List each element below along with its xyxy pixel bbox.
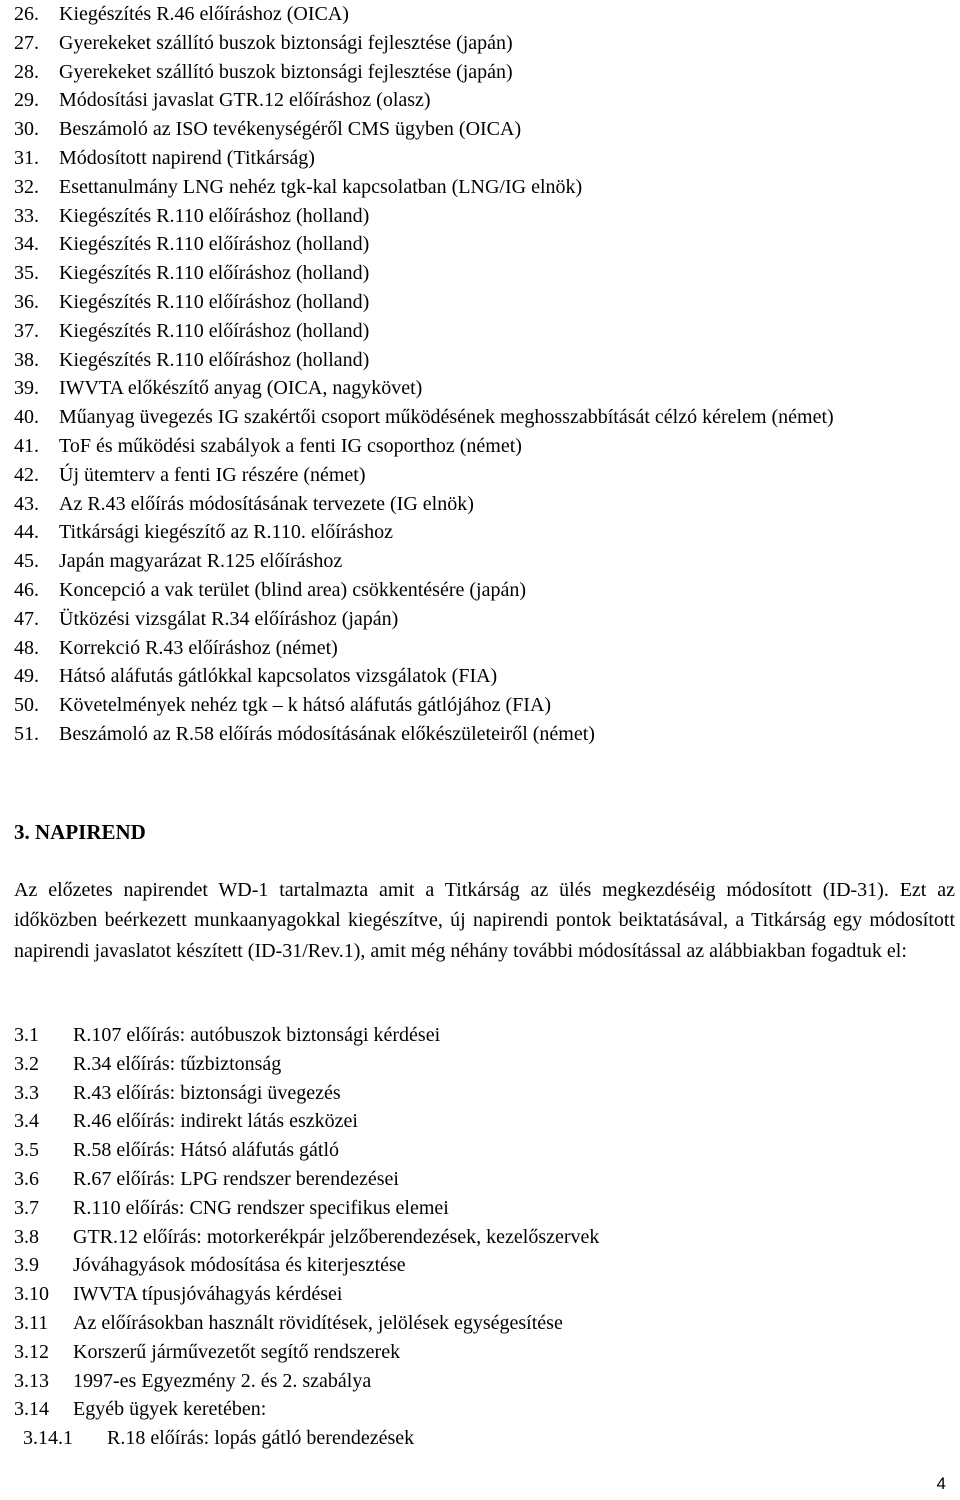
document-list-item — [14, 547, 954, 576]
document-list-item-text: Ütközési vizsgálat R.34 előíráshoz (japán) — [59, 607, 399, 630]
document-list-item — [14, 115, 954, 144]
document-list-item-text: Kiegészítés R.110 előíráshoz (holland) — [59, 290, 370, 313]
document-list-item — [14, 202, 954, 231]
page-number: 4 — [936, 1474, 946, 1493]
document-list-item — [14, 720, 954, 749]
agenda-item-number: 3.13 — [14, 1369, 49, 1392]
document-list-item — [14, 288, 954, 317]
document-list-item — [14, 346, 954, 375]
agenda-item-text: R.110 előírás: CNG rendszer specifikus elemei — [73, 1196, 449, 1219]
intro-paragraph: Az előzetes napirendet WD-1 tartalmazta amit a Titkárság az ülés megkezdéséig módosított (ID-31). Ezt az időközben beérkezett munkaanyagokkal kiegészítve, új napirendi pontok beiktatásával, a Titkárság egy módosított napirendi javaslatot készített (ID-31/Rev.1), amit még néhány további módosítással az alábbiakban fogadtuk el: — [14, 879, 955, 962]
document-list-item-text: Kiegészítés R.110 előíráshoz (holland) — [59, 233, 370, 256]
agenda-item-text: Az előírásokban használt rövidítések, jelölések egységesítése — [73, 1311, 563, 1334]
document-list-item-number: 33. — [14, 204, 39, 227]
agenda-item — [14, 1367, 914, 1396]
agenda-item-number: 3.1 — [14, 1024, 39, 1046]
document-list-item-number: 43. — [14, 492, 39, 515]
document-list-item-number: 51. — [14, 722, 39, 745]
agenda-item-number: 3.14 — [14, 1398, 49, 1421]
agenda-item-text: R.67 előírás: LPG rendszer berendezései — [73, 1167, 399, 1190]
document-list-item — [14, 403, 954, 432]
agenda-item-number: 3.4 — [14, 1110, 39, 1133]
document-list-item — [14, 58, 954, 87]
document-list-item — [14, 144, 954, 173]
document-list-item-number: 34. — [14, 233, 39, 256]
agenda-list — [14, 1021, 914, 1453]
document-list-item-text: Korrekció R.43 előíráshoz (német) — [59, 636, 338, 659]
agenda-item-text: Egyéb ügyek keretében: — [73, 1398, 267, 1421]
agenda-item-number: 3.11 — [14, 1311, 49, 1334]
document-list-item-number: 46. — [14, 578, 39, 601]
document-list-item — [14, 29, 954, 58]
agenda-item-number: 3.8 — [14, 1225, 39, 1248]
agenda-subitem-number: 3.14.1 — [23, 1427, 73, 1450]
agenda-item-number: 3.3 — [14, 1081, 39, 1104]
agenda-item — [14, 1338, 914, 1367]
agenda-item — [14, 1021, 914, 1050]
document-list-item-text: Új ütemterv a fenti IG részére (német) — [59, 463, 366, 486]
document-list-item — [14, 259, 954, 288]
agenda-item — [14, 1079, 914, 1108]
document-list-item-text: Gyerekeket szállító buszok biztonsági fejlesztése (japán) — [59, 31, 513, 54]
agenda-item-number: 3.12 — [14, 1340, 49, 1363]
document-list-item-number: 48. — [14, 636, 39, 659]
document-list-item — [14, 461, 954, 490]
document-list-item-text: Kiegészítés R.46 előíráshoz (OICA) — [59, 3, 349, 25]
agenda-item-number: 3.5 — [14, 1139, 39, 1162]
agenda-item — [14, 1280, 914, 1309]
document-list-item-text: Módosított napirend (Titkárság) — [59, 146, 315, 169]
document-list-item-number: 35. — [14, 262, 39, 285]
document-list-item-number: 30. — [14, 118, 39, 141]
document-list-item — [14, 605, 954, 634]
document-list-item — [14, 576, 954, 605]
document-list-item-number: 42. — [14, 463, 39, 486]
document-list-item — [14, 317, 954, 346]
document-list-item-number: 39. — [14, 377, 39, 400]
document-list-item-number: 45. — [14, 550, 39, 573]
document-list-item-number: 27. — [14, 31, 39, 54]
agenda-item-number: 3.9 — [14, 1254, 39, 1277]
document-list-item-text: IWVTA előkészítő anyag (OICA, nagykövet) — [59, 377, 423, 400]
agenda-item — [14, 1165, 914, 1194]
document-list-item-text: Követelmények nehéz tgk – k hátsó aláfutás gátlójához (FIA) — [59, 694, 552, 717]
document-list-item-number: 26. — [14, 3, 39, 25]
document-list-item-text: Műanyag üvegezés IG szakértői csoport működésének meghosszabbítását célzó kérelem (német) — [59, 406, 834, 429]
agenda-item-text: R.107 előírás: autóbuszok biztonsági kérdései — [73, 1024, 441, 1046]
document-list-item — [14, 490, 954, 519]
document-list — [14, 0, 954, 749]
agenda-item-number: 3.10 — [14, 1283, 49, 1306]
document-list-item — [14, 0, 954, 29]
document-list-item-text: Beszámoló az ISO tevékenységéről CMS ügyben (OICA) — [59, 118, 522, 141]
document-list-item-number: 41. — [14, 434, 39, 457]
document-list-item-text: Gyerekeket szállító buszok biztonsági fejlesztése (japán) — [59, 60, 513, 83]
agenda-item-text: Korszerű járművezetőt segítő rendszerek — [73, 1340, 401, 1363]
document-list-item-text: Beszámoló az R.58 előírás módosításának előkészületeiről (német) — [59, 722, 595, 745]
agenda-item — [14, 1194, 914, 1223]
agenda-item — [14, 1136, 914, 1165]
agenda-item — [14, 1395, 914, 1424]
document-list-item — [14, 662, 954, 691]
document-list-item — [14, 230, 954, 259]
document-list-item-number: 37. — [14, 319, 39, 342]
document-list-item — [14, 518, 954, 547]
agenda-item-text: 1997-es Egyezmény 2. és 2. szabálya — [73, 1369, 372, 1392]
document-list-item-text: Kiegészítés R.110 előíráshoz (holland) — [59, 348, 370, 371]
agenda-item — [14, 1309, 914, 1338]
agenda-item-text: GTR.12 előírás: motorkerékpár jelzőberendezések, kezelőszervek — [73, 1225, 600, 1248]
document-list-item-number: 44. — [14, 521, 39, 544]
document-list-item — [14, 374, 954, 403]
document-list-item-text: Hátsó aláfutás gátlókkal kapcsolatos vizsgálatok (FIA) — [59, 665, 498, 688]
document-list-item — [14, 173, 954, 202]
agenda-item-text: IWVTA típusjóváhagyás kérdései — [73, 1283, 343, 1306]
document-list-item-number: 50. — [14, 694, 39, 717]
agenda-item-text: R.58 előírás: Hátsó aláfutás gátló — [73, 1139, 340, 1162]
document-list-item-number: 40. — [14, 406, 39, 429]
document-list-item-text: Módosítási javaslat GTR.12 előíráshoz (olasz) — [59, 89, 431, 112]
agenda-item — [14, 1223, 914, 1252]
document-list-item — [14, 86, 954, 115]
document-list-item — [14, 634, 954, 663]
agenda-item-number: 3.7 — [14, 1196, 39, 1219]
agenda-subitem — [14, 1424, 914, 1453]
document-list-item — [14, 432, 954, 461]
document-list-item-text: Japán magyarázat R.125 előíráshoz — [59, 550, 343, 573]
document-list-item-text: Titkársági kiegészítő az R.110. előíráshoz — [59, 521, 394, 544]
document-list-item-number: 29. — [14, 89, 39, 112]
agenda-item — [14, 1251, 914, 1280]
document-list-item-text: Koncepció a vak terület (blind area) csökkentésére (japán) — [59, 578, 526, 601]
agenda-subitem-text: R.18 előírás: lopás gátló berendezések — [107, 1427, 415, 1450]
document-list-item-number: 49. — [14, 665, 39, 688]
document-list-item-text: Kiegészítés R.110 előíráshoz (holland) — [59, 262, 370, 285]
agenda-item-text: R.34 előírás: tűzbiztonság — [73, 1052, 282, 1075]
agenda-item-number: 3.6 — [14, 1167, 39, 1190]
document-list-item-number: 31. — [14, 146, 39, 169]
agenda-item-text: R.43 előírás: biztonsági üvegezés — [73, 1081, 341, 1104]
document-list-item-text: Esettanulmány LNG nehéz tgk-kal kapcsolatban (LNG/IG elnök) — [59, 175, 583, 198]
section-heading: 3. NAPIREND — [14, 820, 146, 844]
document-list-item-number: 32. — [14, 175, 39, 198]
agenda-item — [14, 1107, 914, 1136]
document-list-item-number: 47. — [14, 607, 39, 630]
document-list-item-number: 38. — [14, 348, 39, 371]
agenda-item-text: R.46 előírás: indirekt látás eszközei — [73, 1110, 358, 1133]
document-list-item-text: Kiegészítés R.110 előíráshoz (holland) — [59, 319, 370, 342]
document-list-item — [14, 691, 954, 720]
agenda-item-text: Jóváhagyások módosítása és kiterjesztése — [73, 1254, 406, 1277]
document-list-item-number: 36. — [14, 290, 39, 313]
document-list-item-number: 28. — [14, 60, 39, 83]
document-list-item-text: Az R.43 előírás módosításának tervezete (IG elnök) — [59, 492, 474, 515]
document-list-item-text: ToF és működési szabályok a fenti IG csoporthoz (német) — [59, 434, 522, 457]
agenda-item-number: 3.2 — [14, 1052, 39, 1075]
agenda-item — [14, 1050, 914, 1079]
document-list-item-text: Kiegészítés R.110 előíráshoz (holland) — [59, 204, 370, 227]
